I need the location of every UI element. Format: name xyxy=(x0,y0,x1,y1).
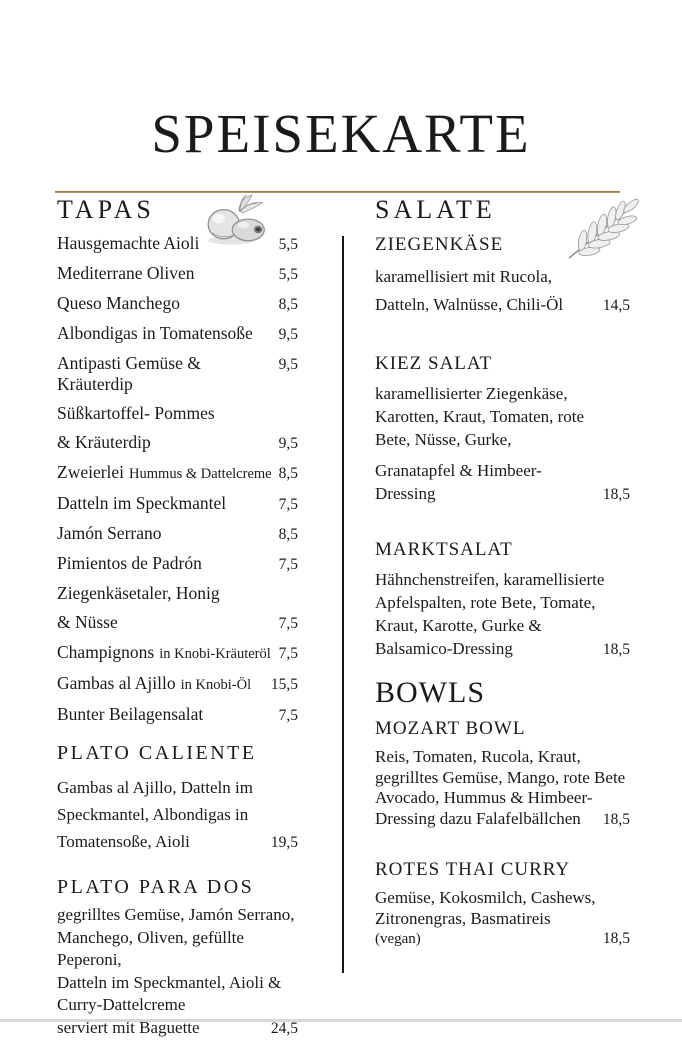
description-line: serviert mit Baguette xyxy=(57,1017,200,1040)
description-line: Balsamico-Dressing xyxy=(375,637,513,660)
description-line: gegrilltes Gemüse, Jamón Serrano, xyxy=(57,904,298,927)
item-name-small: in Knobi-Öl xyxy=(181,675,251,696)
menu-item-row xyxy=(57,403,298,424)
menu-item-row xyxy=(57,553,298,575)
menu-item-row xyxy=(57,523,298,545)
item-name: Ziegenkäsetaler, Honig xyxy=(57,583,220,604)
description-price-line xyxy=(375,291,630,320)
description-price-line xyxy=(375,637,630,661)
menu-item-row xyxy=(57,673,298,696)
description-line: Karotten, Kraut, Tomaten, rote xyxy=(375,405,630,428)
kiez-salat-block xyxy=(375,352,630,506)
right-column xyxy=(375,195,630,950)
item-price: 14,5 xyxy=(599,292,630,320)
item-name-small: in Knobi-Kräuteröl xyxy=(159,644,271,665)
menu-item-row xyxy=(57,642,298,665)
description-price-line xyxy=(57,1017,298,1040)
ziegenkaese-title: ZIEGENKÄSE xyxy=(375,233,630,257)
item-price: 7,5 xyxy=(275,554,298,575)
description-line: Gemüse, Kokosmilch, Cashews, xyxy=(375,888,630,909)
item-price: 7,5 xyxy=(275,494,298,515)
thai-curry-block xyxy=(375,858,630,950)
item-name: Datteln im Speckmantel xyxy=(57,493,226,514)
description-line: Datteln, Walnüsse, Chili-Öl xyxy=(375,291,563,319)
item-price: 24,5 xyxy=(267,1018,298,1040)
tapas-section-title: TAPAS xyxy=(57,195,298,225)
item-price: 7,5 xyxy=(275,705,298,726)
description-line: Bete, Nüsse, Gurke, xyxy=(375,428,630,451)
description-line: karamellisierter Ziegenkäse, xyxy=(375,382,630,405)
item-price: 7,5 xyxy=(275,613,298,634)
mozart-bowl-description xyxy=(375,747,630,830)
left-column xyxy=(57,195,298,1040)
description-line: Granatapfel & Himbeer- xyxy=(375,459,630,482)
page-title: SPEISEKARTE xyxy=(0,102,682,165)
item-name: Antipasti Gemüse & Kräuterdip xyxy=(57,353,270,395)
item-price: 9,5 xyxy=(275,354,298,375)
item-name: Pimientos de Padrón xyxy=(57,553,202,574)
item-name: Hausgemachte Aioli xyxy=(57,233,199,254)
item-name: & Kräuterdip xyxy=(57,432,151,453)
item-price: 8,5 xyxy=(275,524,298,545)
description-line: Hähnchenstreifen, karamellisierte xyxy=(375,568,630,591)
bowls-section-title: BOWLS xyxy=(375,675,630,711)
item-price: 18,5 xyxy=(599,483,630,506)
item-name: Champignons xyxy=(57,642,154,663)
item-price: 9,5 xyxy=(275,433,298,454)
menu-item-row xyxy=(57,462,298,485)
item-name: Gambas al Ajillo xyxy=(57,673,176,694)
item-name: Zweierlei xyxy=(57,462,124,483)
thai-curry-description xyxy=(375,888,630,950)
description-line: Curry-Dattelcreme xyxy=(57,994,298,1017)
salate-section-title: SALATE xyxy=(375,195,630,225)
description-price-line xyxy=(375,929,630,950)
description-line: Datteln im Speckmantel, Aioli & xyxy=(57,972,298,995)
ziegenkaese-block xyxy=(375,233,630,320)
description-price-line xyxy=(375,482,630,506)
menu-item-row xyxy=(57,493,298,515)
plato-para-dos-description xyxy=(57,904,298,1040)
menu-item-row xyxy=(57,293,298,315)
plato-caliente-block xyxy=(57,740,298,856)
item-name: & Nüsse xyxy=(57,612,118,633)
ziegenkaese-description xyxy=(375,263,630,320)
mozart-bowl-block xyxy=(375,717,630,830)
item-price: 8,5 xyxy=(275,294,298,315)
mozart-bowl-title: MOZART BOWL xyxy=(375,717,630,741)
vegan-note: (vegan) xyxy=(375,929,421,950)
marktsalat-block xyxy=(375,538,630,661)
description-line: Dressing xyxy=(375,482,435,505)
item-price: 8,5 xyxy=(275,463,298,484)
item-name: Albondigas in Tomatensoße xyxy=(57,323,253,344)
item-name: Bunter Beilagensalat xyxy=(57,704,203,725)
item-price: 18,5 xyxy=(599,638,630,661)
plato-para-dos-title: PLATO PARA DOS xyxy=(57,874,298,900)
item-price: 5,5 xyxy=(275,234,298,255)
description-line: Dressing dazu Falafelbällchen xyxy=(375,809,581,830)
item-name: Mediterrane Oliven xyxy=(57,263,195,284)
description-price-line xyxy=(57,828,298,856)
menu-item-row xyxy=(57,583,298,604)
item-price: 7,5 xyxy=(275,643,298,664)
column-divider xyxy=(342,236,344,973)
menu-item-row xyxy=(57,323,298,345)
menu-item-row xyxy=(57,704,298,726)
item-price: 9,5 xyxy=(275,324,298,345)
item-name: Queso Manchego xyxy=(57,293,180,314)
description-line: gegrilltes Gemüse, Mango, rote Bete xyxy=(375,768,630,789)
description-line: Manchego, Oliven, gefüllte Peperoni, xyxy=(57,927,298,972)
header-rule xyxy=(55,191,620,193)
marktsalat-title: MARKTSALAT xyxy=(375,538,630,562)
plato-caliente-title: PLATO CALIENTE xyxy=(57,740,298,766)
item-price: 18,5 xyxy=(599,810,630,831)
description-line: Apfelspalten, rote Bete, Tomate, xyxy=(375,591,630,614)
description-line: Avocado, Hummus & Himbeer- xyxy=(375,788,630,809)
menu-item-row xyxy=(57,263,298,285)
description-line: Gambas al Ajillo, Datteln im xyxy=(57,774,298,801)
description-line: Kraut, Karotte, Gurke & xyxy=(375,614,630,637)
description-line: Tomatensoße, Aioli xyxy=(57,828,190,855)
menu-item-row xyxy=(57,233,298,255)
menu-item-row xyxy=(57,612,298,634)
plato-caliente-description xyxy=(57,774,298,856)
description-line: karamellisiert mit Rucola, xyxy=(375,263,630,291)
marktsalat-description xyxy=(375,568,630,661)
menu-item-row xyxy=(57,432,298,454)
item-price: 15,5 xyxy=(267,674,298,695)
description-line: Zitronengras, Basmatireis xyxy=(375,909,630,930)
item-price: 5,5 xyxy=(275,264,298,285)
description-price-line xyxy=(375,809,630,831)
item-name: Süßkartoffel- Pommes xyxy=(57,403,215,424)
description-line: Reis, Tomaten, Rucola, Kraut, xyxy=(375,747,630,768)
thai-curry-title: ROTES THAI CURRY xyxy=(375,858,630,882)
item-price: 19,5 xyxy=(267,829,298,856)
plato-para-dos-block xyxy=(57,874,298,1040)
description-line: Speckmantel, Albondigas in xyxy=(57,801,298,828)
item-name-small: Hummus & Dattelcreme xyxy=(129,464,272,485)
kiez-salat-description xyxy=(375,382,630,506)
item-name: Jamón Serrano xyxy=(57,523,162,544)
kiez-salat-title: KIEZ SALAT xyxy=(375,352,630,376)
menu-item-row xyxy=(57,353,298,395)
item-price: 18,5 xyxy=(599,929,630,950)
